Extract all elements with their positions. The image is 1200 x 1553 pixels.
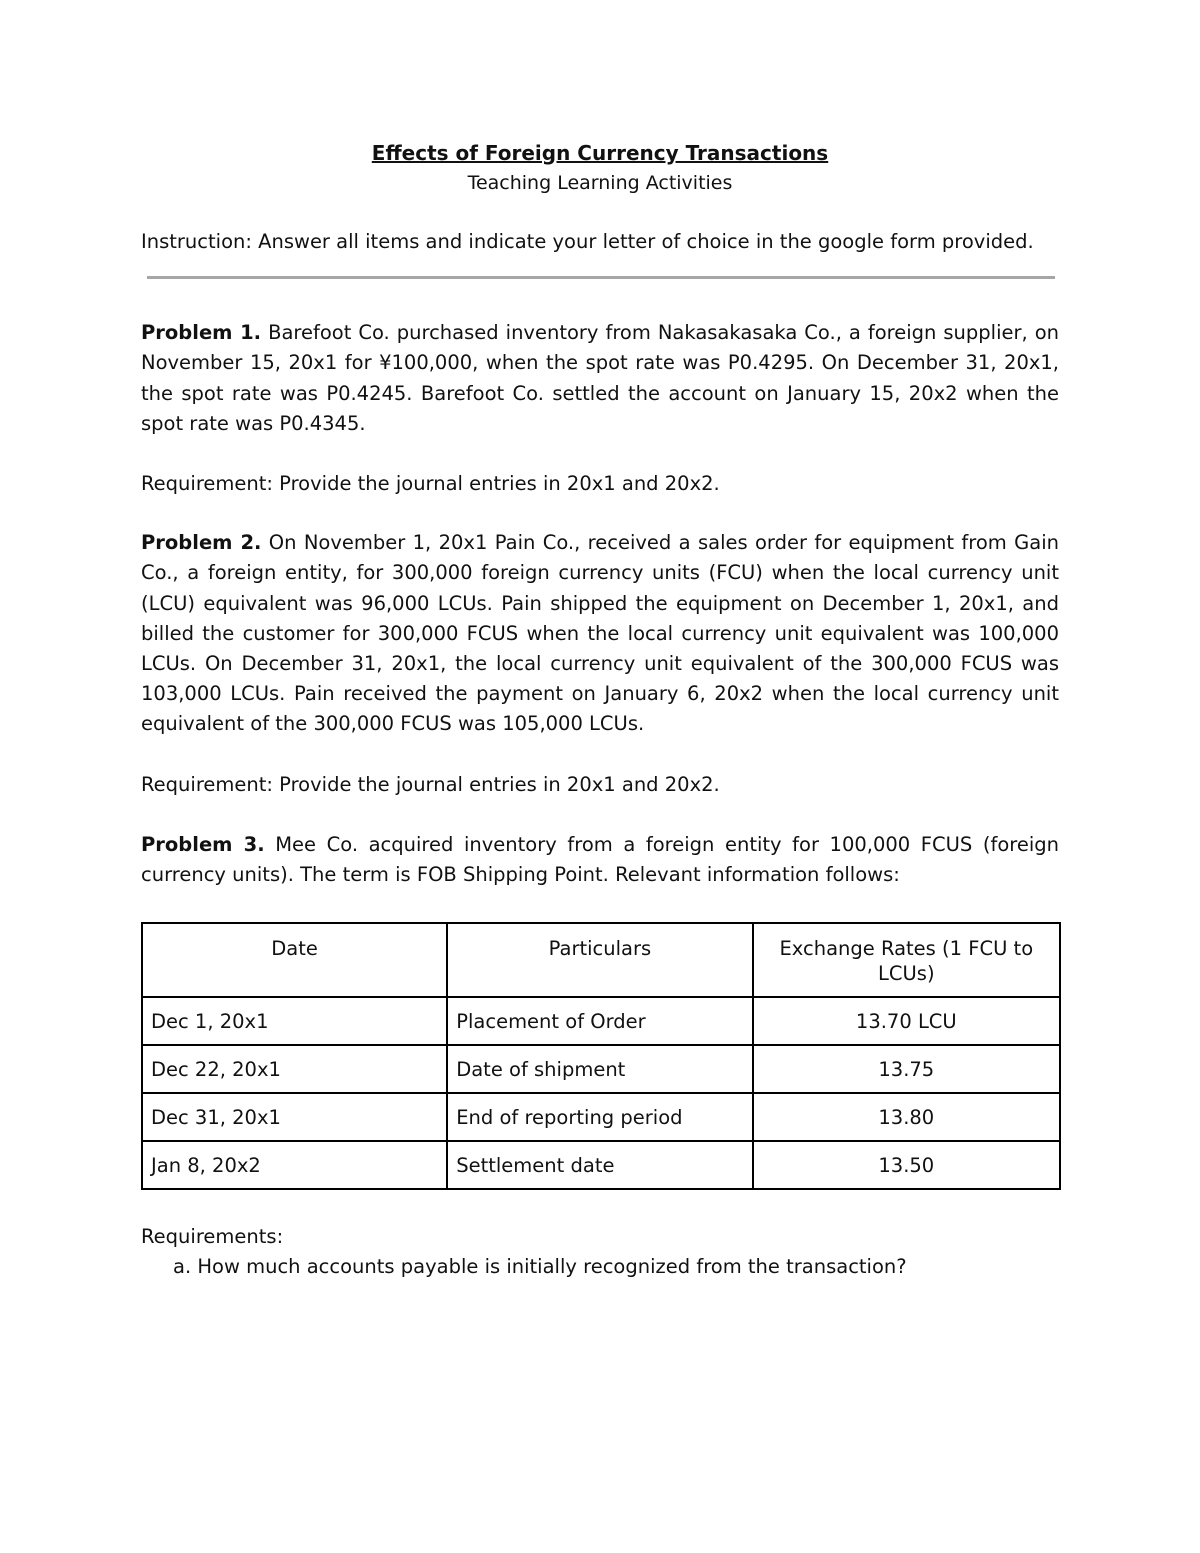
problem-2-requirement: Requirement: Provide the journal entries in 20x1 and 20x2. [141, 772, 720, 796]
table-header-exchange-rates: Exchange Rates (1 FCU to LCUs) [753, 923, 1060, 997]
table-cell-particulars: End of reporting period [447, 1093, 752, 1141]
table-cell-particulars: Placement of Order [447, 997, 752, 1045]
table-row [142, 1045, 1060, 1093]
document-subtitle: Teaching Learning Activities [467, 172, 733, 194]
table-cell-date: Dec 1, 20x1 [142, 997, 447, 1045]
table-header-date: Date [142, 923, 447, 997]
table-cell-date: Dec 31, 20x1 [142, 1093, 447, 1141]
table-row [142, 997, 1060, 1045]
table-cell-particulars: Settlement date [447, 1141, 752, 1189]
table-cell-particulars: Date of shipment [447, 1045, 752, 1093]
problem-1-requirement: Requirement: Provide the journal entries in 20x1 and 20x2. [141, 472, 720, 496]
table-row [142, 1093, 1060, 1141]
table-cell-date: Dec 22, 20x1 [142, 1045, 447, 1093]
table-header-particulars: Particulars [447, 923, 752, 997]
problem-3 [141, 830, 1059, 890]
problem-3-text: Mee Co. acquired inventory from a foreign entity for 100,000 FCUS (foreign currency units). The term is FOB Shipping Point. Relevant information follows: [141, 832, 1059, 887]
table-cell-rate: 13.50 [753, 1141, 1060, 1189]
requirements-heading: Requirements: [141, 1225, 284, 1249]
problem-1-label: Problem 1. [141, 321, 262, 345]
exchange-rate-table [141, 922, 1061, 1190]
document-title: Effects of Foreign Currency Transactions [371, 141, 829, 165]
table-cell-date: Jan 8, 20x2 [142, 1141, 447, 1189]
table-cell-rate: 13.70 LCU [753, 997, 1060, 1045]
document-page [141, 138, 1059, 1282]
requirements-list [141, 1252, 1059, 1282]
problem-2-label: Problem 2. [141, 531, 262, 555]
problem-1-text: Barefoot Co. purchased inventory from Nakasakasaka Co., a foreign supplier, on November 15, 20x1 for ¥100,000, when the spot rate was P0.4295. On December 31, 20x1, the spot rate was P0.4245. Barefoot Co. settled the account on January 15, 20x2 when the spot rate was P0.4345. [141, 321, 1059, 435]
problem-1 [141, 318, 1059, 439]
table-cell-rate: 13.75 [753, 1045, 1060, 1093]
problem-2-text: On November 1, 20x1 Pain Co., received a sales order for equipment from Gain Co., a foreign entity, for 300,000 foreign currency units (FCU) when the local currency unit (LCU) equivalent was 96,000 LCUs. Pain shipped the equipment on December 1, 20x1, and billed the customer for 300,000 FCUS when the local currency unit equivalent was 100,000 LCUs. On December 31, 20x1, the local currency unit equivalent of the 300,000 FCUS was 103,000 LCUs. Pain received the payment on January 6, 20x2 when the local currency unit equivalent of the 300,000 FCUS was 105,000 LCUs. [141, 531, 1059, 736]
instruction-text: Instruction: Answer all items and indicate your letter of choice in the google form provided. [141, 230, 1034, 253]
problem-2 [141, 528, 1059, 739]
horizontal-divider [147, 276, 1055, 279]
table-cell-rate: 13.80 [753, 1093, 1060, 1141]
problem-3-label: Problem 3. [141, 832, 265, 856]
table-row [142, 1141, 1060, 1189]
list-item: a. How much accounts payable is initially recognized from the transaction? [173, 1255, 907, 1279]
table-header-row [142, 923, 1060, 997]
